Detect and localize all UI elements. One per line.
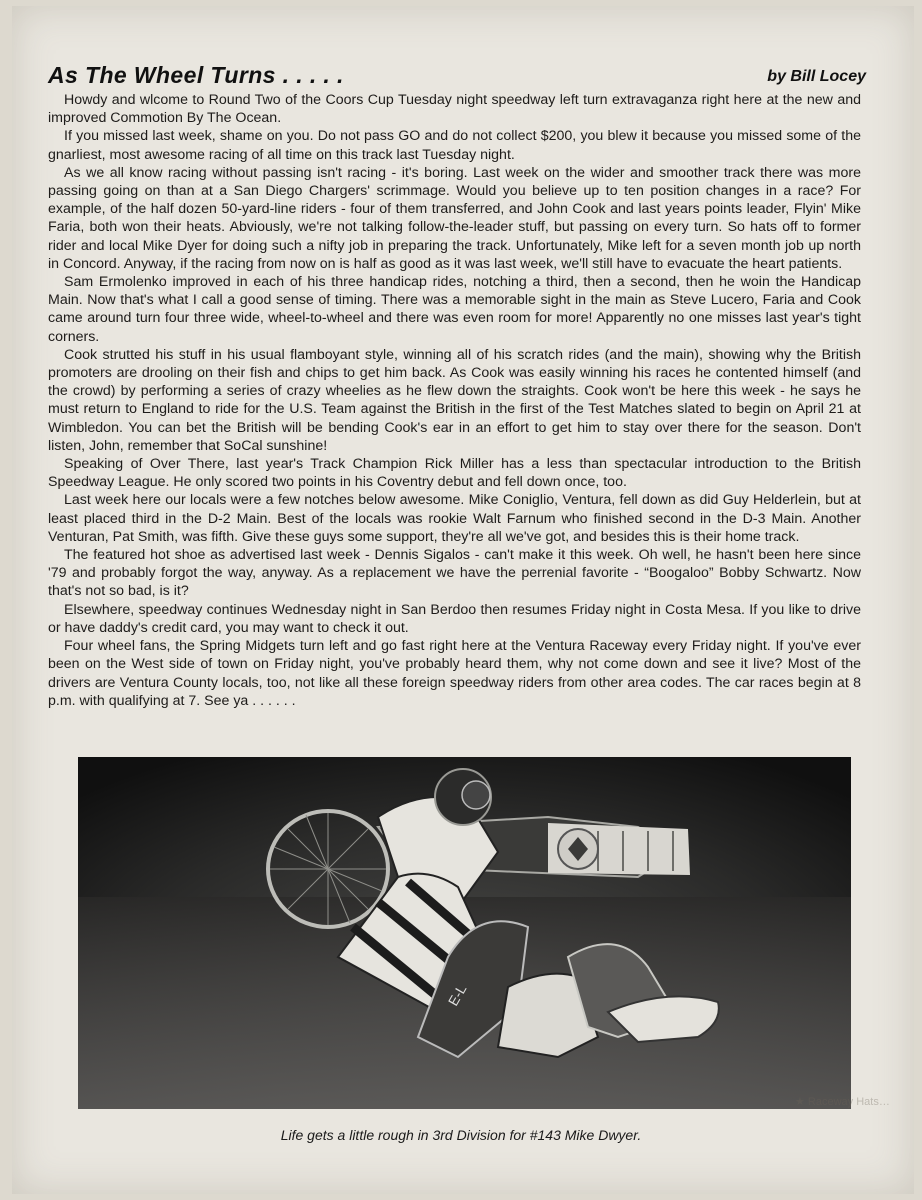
paragraph: Elsewhere, speedway continues Wednesday night in San Berdoo then resumes Friday night in Costa Mesa. If you like to drive or have daddy's credit card, you may want to check it out. (48, 601, 861, 636)
article-body (48, 91, 861, 710)
bleedthrough-text: ★ Raceway Hats… (795, 1096, 890, 1108)
paragraph: Cook strutted his stuff in his usual flamboyant style, winning all of his scratch rides (and the main), showing why the British promoters are drooling on their fish and chips to get him back. As Cook was easily winning his races he contented himself (and the crowd) by performing a series of crazy wheelies as he flew down the straights. Cook won't be here this week - he says he must return to England to ride for the U.S. Team against the British in the first of the Test Matches slated to begin on April 21 at Wimbledon. You can bet the British will be bending Cook's ear in an effort to get him to stay over there for the season. Don't listen, John, remember that SoCal sunshine! (48, 346, 861, 454)
photo-caption: Life gets a little rough in 3rd Division for #143 Mike Dwyer. (280, 1127, 642, 1143)
paragraph: Sam Ermolenko improved in each of his three handicap rides, notching a third, then a second, then he woin the Handicap Main. Now that's what I call a good sense of timing. There was a memorable sight in the main as Steve Lucero, Faria and Cook came around turn four three wide, wheel-to-wheel and there was even room for more! Apparently no one misses last year's tight corners. (48, 274, 861, 345)
paragraph: As we all know racing without passing isn't racing - it's boring. Last week on the wider and smoother track there was more passing going on than at a San Diego Chargers' scrimmage. Would you believe up to ten position changes in a race? For example, of the half dozen 50-yard-line riders - four of them transferred, and John Cook and last years points leader, Flyin' Mike Faria, both won their heats. Abviously, we're not talking follow-the-leader stuff, but passing on every turn. So hats off to former rider and local Mike Dyer for doing such a nifty job in preparing the track. Unfortunately, Mike left for a seven month job up north in Concord. Anyway, if the racing from now on is half as good as it was last week, we'll still have to evacuate the heart patients. (48, 164, 861, 272)
paragraph: The featured hot shoe as advertised last week - Dennis Sigalos - can't make it this week. Oh well, he hasn't been here since '79 and probably forgot the way, anyway. As a replacement we have the perrenial favorite - “Boogaloo” Bobby Schwartz. Now that's not so bad, is it? (48, 547, 861, 600)
svg-text:E-L: E-L (444, 981, 470, 1009)
paragraph: Speaking of Over There, last year's Track Champion Rick Miller has a less than spectacular introduction to the British Speedway League. He only scored two points in his Coventry debut and fell down once, too. (48, 456, 861, 491)
fallen-rider-illustration (78, 757, 851, 1109)
paragraph: Four wheel fans, the Spring Midgets turn left and go fast right here at the Ventura Raceway every Friday night. If you've ever been on the West side of town on Friday night, you've probably heard them, why not come down and see it live? Most of the drivers are Ventura County locals, too, not like all these foreign speedway riders from other area codes. The car races begin at 8 p.m. with qualifying at 7. See ya . . . . . . (48, 638, 861, 709)
paragraph: If you missed last week, shame on you. Do not pass GO and do not collect $200, you blew it because you missed some of the gnarliest, most awesome racing of all time on this track last Tuesday night. (48, 128, 861, 163)
article-byline: by Bill Locey (767, 68, 866, 85)
article-title: As The Wheel Turns . . . . . (48, 62, 344, 88)
article-photo (78, 757, 851, 1109)
paragraph: Howdy and wlcome to Round Two of the Coors Cup Tuesday night speedway left turn extravaganza right here at the new and improved Commotion By The Ocean. (48, 92, 861, 127)
paragraph: Last week here our locals were a few notches below awesome. Mike Coniglio, Ventura, fell down as did Guy Helderlein, but at least placed third in the D-2 Main. Best of the locals was rookie Walt Farnum who finished second in the D-3 Main. Another Venturan, Pat Smith, was fifth. Give these guys some support, they're all we've got, and besides this is their home track. (48, 492, 861, 545)
